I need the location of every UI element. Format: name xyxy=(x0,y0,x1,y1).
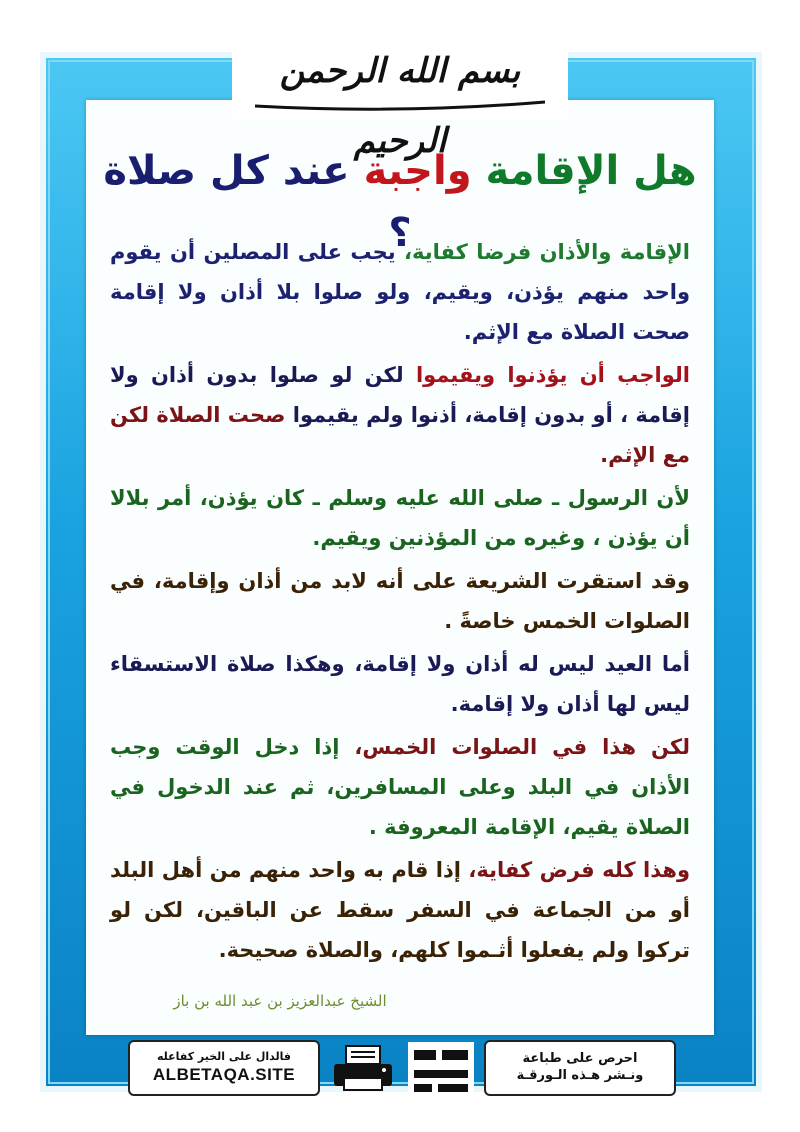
author-attribution: الشيخ عبدالعزيز بن عبد الله بن باز xyxy=(173,992,387,1010)
paragraph-segment: أما العيد ليس له أذان ولا إقامة، وهكذا صلاة الاستسقاء ليس لها أذان ولا إقامة. xyxy=(110,652,690,716)
paragraph-segment: صحت الصلاة لكن مع الإثم. xyxy=(110,403,690,467)
paragraph-segment: وقد استقرت الشريعة على أنه لابد من أذان وإقامة، في الصلوات الخمس خاصةً . xyxy=(110,569,690,633)
paragraph-segment: الواجب أن يؤذنوا ويقيموا xyxy=(403,363,690,387)
print-reminder-box xyxy=(484,1040,676,1096)
paragraph xyxy=(110,644,690,724)
title-part-1: هل الإقامة xyxy=(485,148,697,194)
paragraph xyxy=(110,561,690,641)
paragraph-segment: لكن هذا في الصلوات الخمس، xyxy=(339,735,690,759)
article-body xyxy=(110,232,690,973)
basmala-calligraphy: بسم الله الرحمن الرحيم xyxy=(279,51,521,161)
title-part-2: واجبة xyxy=(363,148,472,194)
paragraph xyxy=(110,355,690,475)
paragraph-segment: إذا دخل الوقت وجب الأذان في البلد وعلى المسافرين، ثم عند الدخول في الصلاة يقيم، الإقامة المعروفة . xyxy=(110,735,690,839)
website-tagline: فالدال على الخير كفاعله xyxy=(156,1050,292,1063)
footer-bar xyxy=(128,1040,676,1102)
paragraph-segment: لكن لو صلوا بدون أذان ولا إقامة ، أو بدون إقامة، أذنوا ولم يقيموا xyxy=(110,363,690,427)
paragraph-segment: يجب على المصلين أن يقوم واحد منهم يؤذن، ويقيم، ولو صلوا بلا أذان ولا إقامة صحت الصلاة مع الإثم. xyxy=(110,240,690,344)
paragraph xyxy=(110,850,690,970)
website-link[interactable]: ALBETAQA.SITE xyxy=(152,1065,296,1084)
print-reminder-line-1: احرص على طباعة xyxy=(522,1051,638,1066)
paragraph-segment: الإقامة والأذان فرضا كفاية، xyxy=(395,240,690,264)
paragraph-segment: إذا قام به واحد منهم من أهل البلد أو من الجماعة في السفر سقط عن الباقين، لكن لو تركوا ولم يفعلوا أثـموا كلهم، والصلاة صحيحة. xyxy=(110,858,690,962)
website-box xyxy=(128,1040,320,1096)
paragraph xyxy=(110,478,690,558)
printer-icon xyxy=(328,1044,398,1094)
paragraph xyxy=(110,727,690,847)
calligraphy-swash-icon xyxy=(250,98,550,112)
dawa-logo-icon xyxy=(406,1040,476,1096)
title-part-3: عند كل صلاة ؟ xyxy=(103,148,412,256)
print-reminder-line-2: ونـشر هـذه الـورقـة xyxy=(516,1068,644,1083)
paragraph xyxy=(110,232,690,352)
paragraph-segment: لأن الرسول ـ صلى الله عليه وسلم ـ كان يؤذن، أمر بلالا أن يؤذن ، وغيره من المؤذنين ويقيم. xyxy=(110,486,690,550)
paragraph-segment: وهذا كله فرض كفاية، xyxy=(460,858,690,882)
